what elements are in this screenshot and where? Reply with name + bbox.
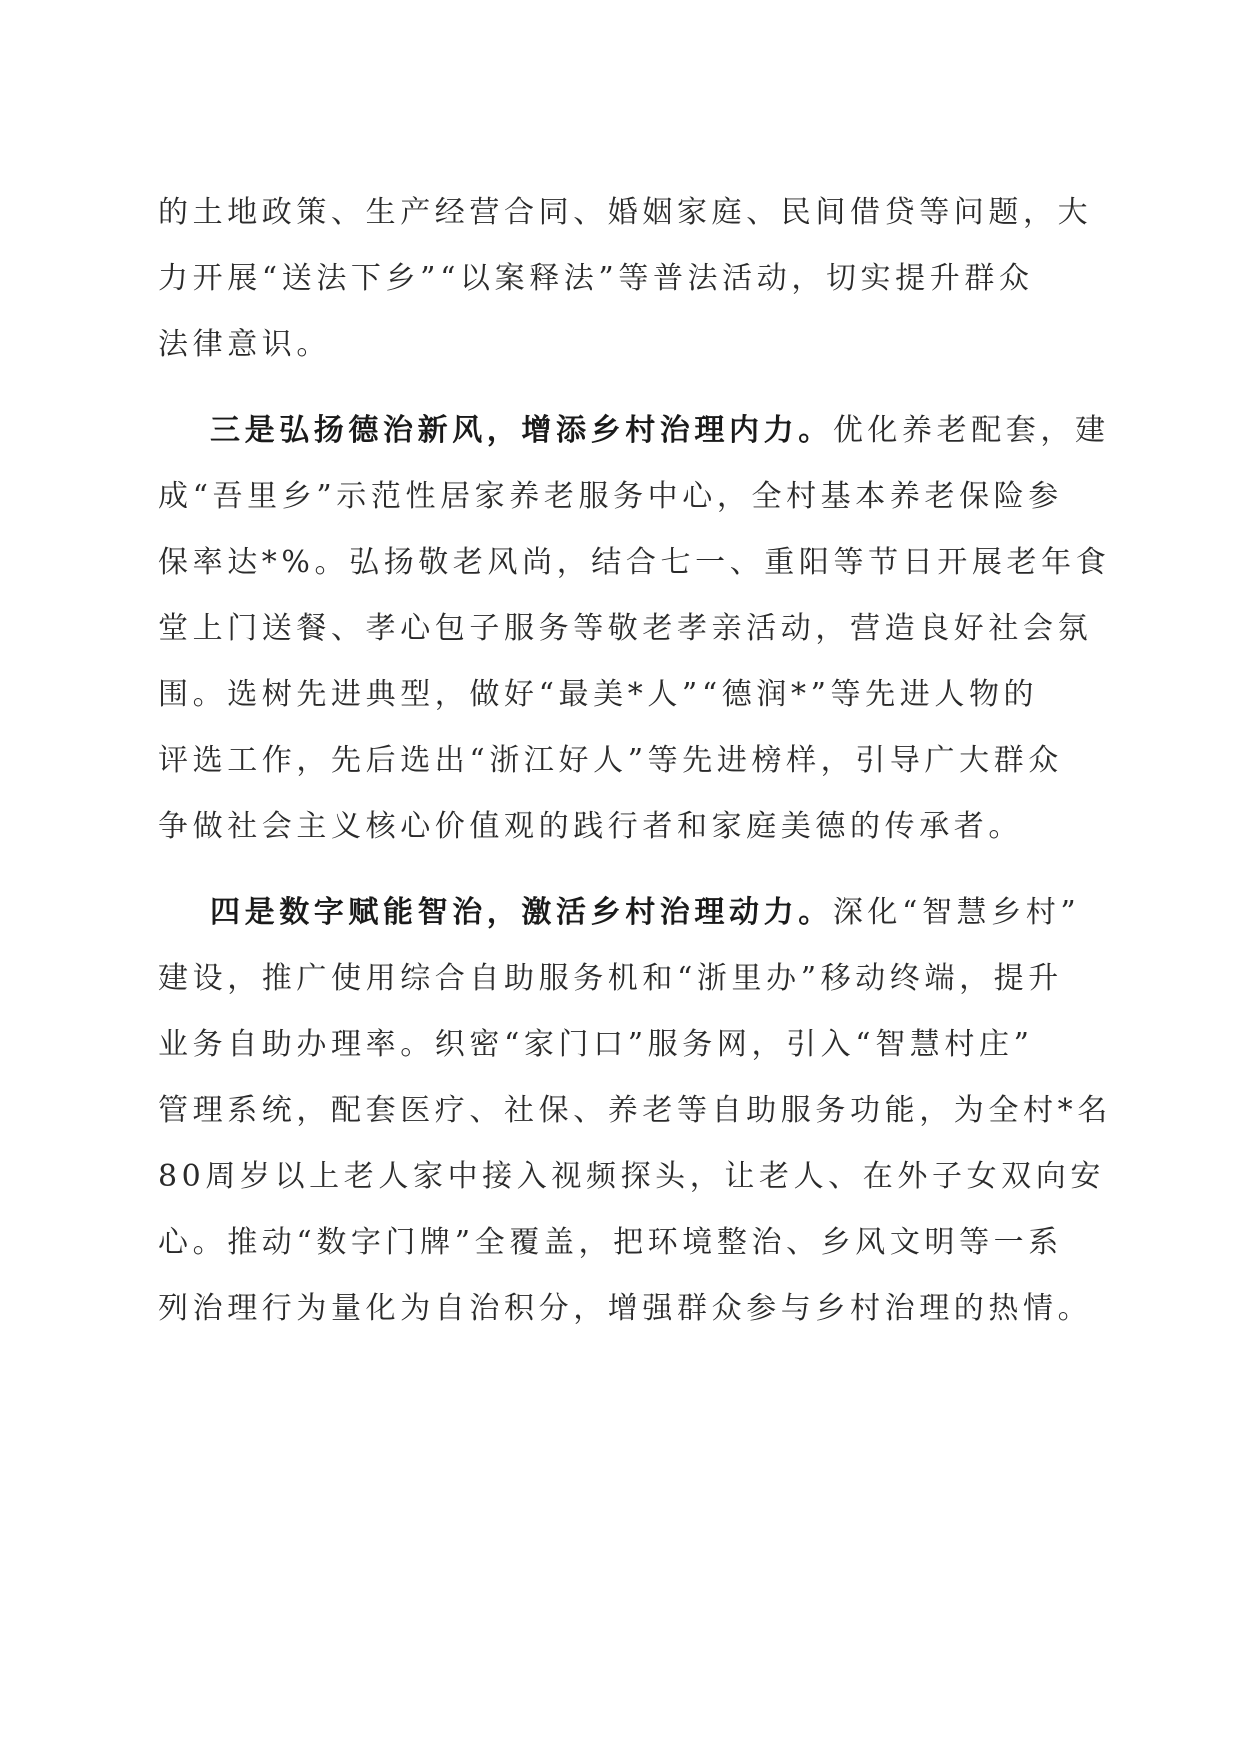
paragraph-line: 评选工作，先后选出“浙江好人”等先进榜样，引导广大群众 bbox=[158, 743, 1063, 778]
paragraph-line: 成“吾里乡”示范性居家养老服务中心，全村基本养老保险参 bbox=[158, 479, 1063, 514]
paragraph-line: 围。选树先进典型，做好“最美*人”“德润*”等先进人物的 bbox=[158, 677, 1039, 712]
paragraph-first-line-rest: 优化养老配套，建 bbox=[832, 413, 1110, 448]
paragraph-digital-governance bbox=[158, 880, 1112, 1342]
paragraph-line: 力开展“送法下乡”“以案释法”等普法活动，切实提升群众 bbox=[158, 261, 1034, 296]
paragraph-lead-heading: 三是弘扬德治新风，增添乡村治理内力。 bbox=[210, 413, 833, 448]
paragraph-line: 法律意识。 bbox=[158, 327, 331, 362]
paragraph-line: 争做社会主义核心价值观的践行者和家庭美德的传承者。 bbox=[158, 809, 1023, 844]
paragraph-line: 心。推动“数字门牌”全覆盖，把环境整治、乡风文明等一系 bbox=[158, 1225, 1063, 1260]
paragraph-first-line bbox=[158, 880, 1080, 946]
paragraph-line: 的土地政策、生产经营合同、婚姻家庭、民间借贷等问题，大 bbox=[158, 195, 1093, 230]
paragraph-line: 建设，推广使用综合自助服务机和“浙里办”移动终端，提升 bbox=[158, 961, 1063, 996]
paragraph-legal bbox=[158, 180, 1093, 378]
paragraph-lead-heading: 四是数字赋能智治，激活乡村治理动力。 bbox=[210, 895, 833, 930]
paragraph-line: 管理系统，配套医疗、社保、养老等自助服务功能，为全村*名 bbox=[158, 1093, 1112, 1128]
paragraph-first-line-rest: 深化“智慧乡村” bbox=[832, 895, 1081, 930]
paragraph-line: 业务自助办理率。织密“家门口”服务网，引入“智慧村庄” bbox=[158, 1027, 1034, 1062]
paragraph-line: 80周岁以上老人家中接入视频探头，让老人、在外子女双向安 bbox=[158, 1159, 1105, 1194]
paragraph-line: 列治理行为量化为自治积分，增强群众参与乡村治理的热情。 bbox=[158, 1291, 1093, 1326]
paragraph-first-line bbox=[158, 398, 1110, 464]
paragraph-line: 保率达*%。弘扬敬老风尚，结合七一、重阳等节日开展老年食 bbox=[158, 545, 1111, 580]
paragraph-moral-governance bbox=[158, 398, 1111, 860]
paragraph-line: 堂上门送餐、孝心包子服务等敬老孝亲活动，营造良好社会氛 bbox=[158, 611, 1093, 646]
